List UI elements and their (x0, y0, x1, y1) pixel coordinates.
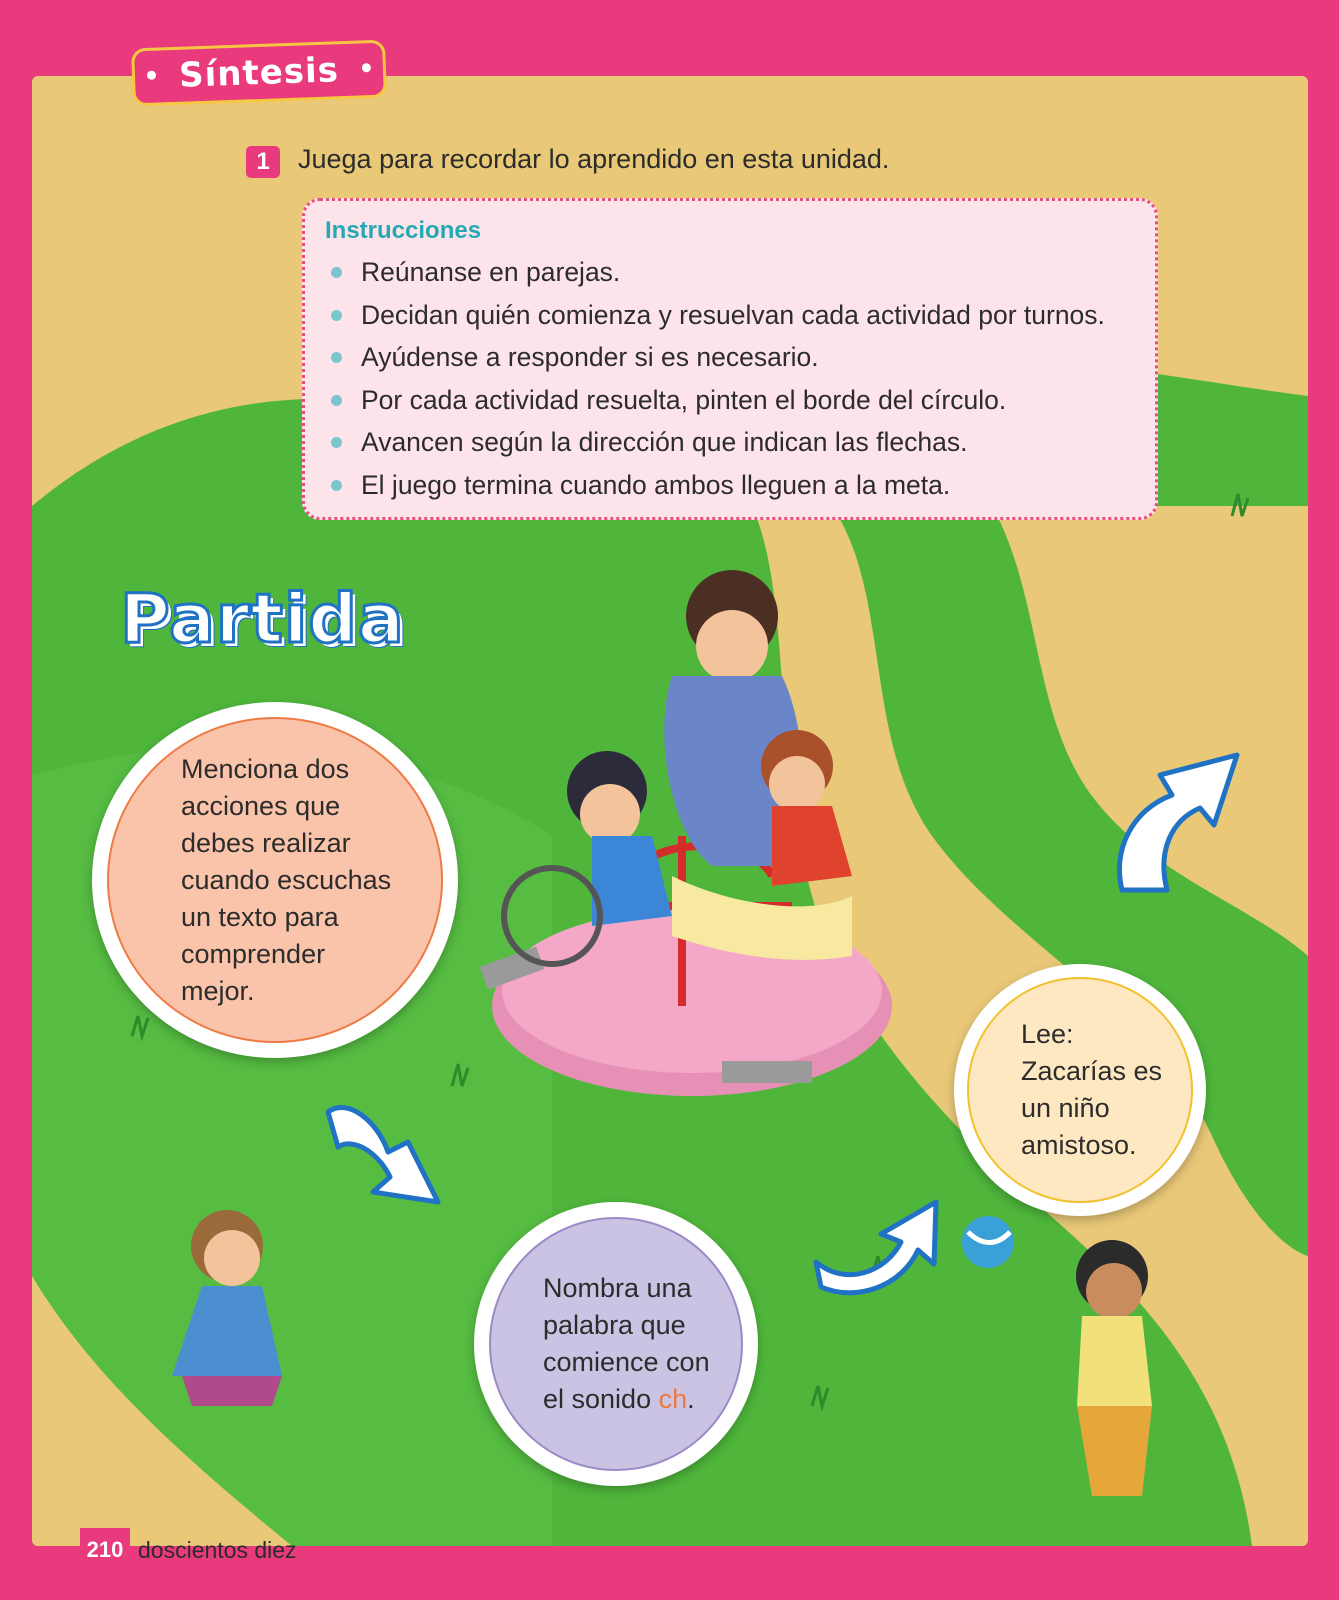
activity-number-badge: 1 (246, 146, 280, 178)
page-number: 210 (80, 1528, 130, 1572)
list-item: Reúnanse en parejas. (325, 251, 1135, 294)
page-number-words: doscientos diez (138, 1536, 297, 1563)
list-item: El juego termina cuando ambos lleguen a la meta. (325, 464, 1135, 507)
instructions-list (325, 251, 1135, 506)
activity-circle-listening[interactable] (92, 702, 458, 1058)
start-label: Partida (120, 580, 405, 659)
arrow-down-right-icon (318, 1092, 458, 1222)
activity-circle-sound-ch[interactable] (474, 1202, 758, 1486)
instructions-heading: Instrucciones (325, 217, 482, 244)
tab-dot-right (362, 63, 371, 72)
circle-text-sound-ch-end: . (687, 1384, 695, 1414)
circle-text-reading: Lee: Zacarías es un niño amistoso. (967, 977, 1193, 1203)
arrow-up-right-icon (806, 1192, 946, 1302)
list-item: Avancen según la dirección que indican las flechas. (325, 421, 1135, 464)
tab-dot-left (147, 71, 156, 80)
activity-circle-reading[interactable] (954, 964, 1206, 1216)
section-tab (131, 40, 387, 107)
circle-text-sound-ch-main: Nombra una palabra que comience con el sonido (543, 1273, 710, 1414)
list-item: Por cada actividad resuelta, pinten el borde del círculo. (325, 379, 1135, 422)
list-item: Ayúdense a responder si es necesario. (325, 336, 1135, 379)
activity-title: Juega para recordar lo aprendido en esta unidad. (298, 144, 890, 174)
list-item: Decidan quién comienza y resuelvan cada actividad por turnos. (325, 294, 1135, 337)
highlight-ch: ch (658, 1384, 688, 1414)
arrow-up-icon (1102, 740, 1252, 905)
page-footer (80, 1528, 297, 1572)
section-tab-label: Síntesis (178, 50, 340, 96)
circle-text-listening: Menciona dos acciones que debes realizar cuando escuchas un texto para comprender mejor. (107, 717, 443, 1043)
circle-text-sound-ch (489, 1217, 743, 1471)
instructions-box (302, 198, 1158, 520)
